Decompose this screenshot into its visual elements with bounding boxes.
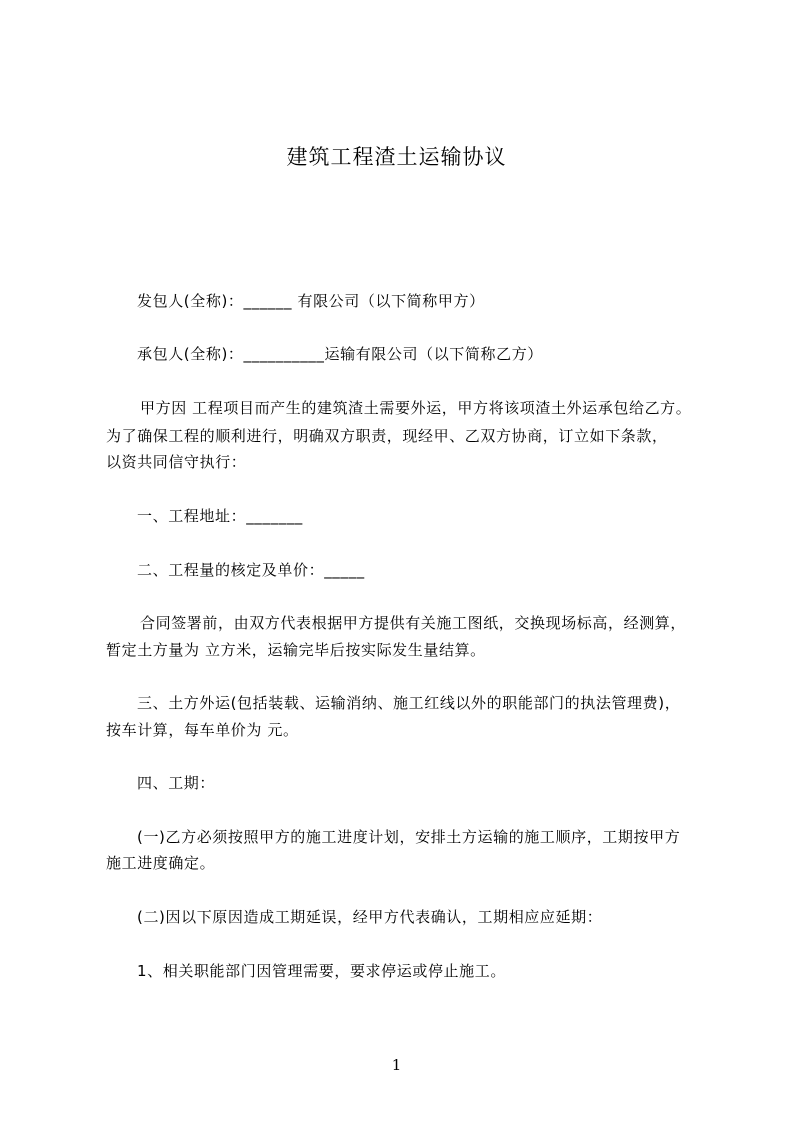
clause-4-2-item-1: 1、相关职能部门因管理需要，要求停运或停止施工。 (137, 962, 506, 980)
section-1-heading: 一、工程地址：_______ (137, 507, 303, 525)
clause-4-1-line-2: 施工进度确定。 (106, 854, 216, 872)
paragraph-intro-line-3: 以资共同信守执行： (106, 453, 247, 471)
page-number: 1 (391, 1056, 402, 1074)
section-2-heading: 二、工程量的核定及单价：_____ (137, 561, 365, 579)
clause-4-2: (二)因以下原因造成工期延误，经甲方代表确认，工期相应应延期： (137, 908, 603, 926)
paragraph-quantity-line-1: 合同签署前，由双方代表根据甲方提供有关施工图纸，交换现场标高，经测算， (140, 614, 687, 632)
paragraph-intro-line-2: 为了确保工程的顺利进行，明确双方职责，现经甲、乙双方协商，订立如下条款， (106, 427, 668, 445)
clause-4-1-line-1: (一)乙方必须按照甲方的施工进度计划，安排土方运输的施工顺序，工期按甲方 (137, 828, 681, 846)
document-title: 建筑工程渣土运输协议 (286, 145, 507, 169)
section-4-heading: 四、工期： (137, 774, 216, 792)
clause-contractor-name: 承包人(全称)：__________运输有限公司（以下简称乙方） (137, 345, 543, 363)
clause-employer-name: 发包人(全称)：______ 有限公司（以下简称甲方） (137, 292, 485, 310)
paragraph-quantity-line-2: 暂定土方量为 立方米，运输完毕后按实际发生量结算。 (106, 641, 486, 659)
section-3-line-1: 三、土方外运(包括装载、运输消纳、施工红线以外的职能部门的执法管理费)， (137, 694, 681, 712)
paragraph-intro-line-1: 甲方因 工程项目而产生的建筑渣土需要外运，甲方将该项渣土外运承包给乙方。 (140, 399, 692, 417)
section-3-line-2: 按车计算，每车单价为 元。 (106, 721, 299, 739)
